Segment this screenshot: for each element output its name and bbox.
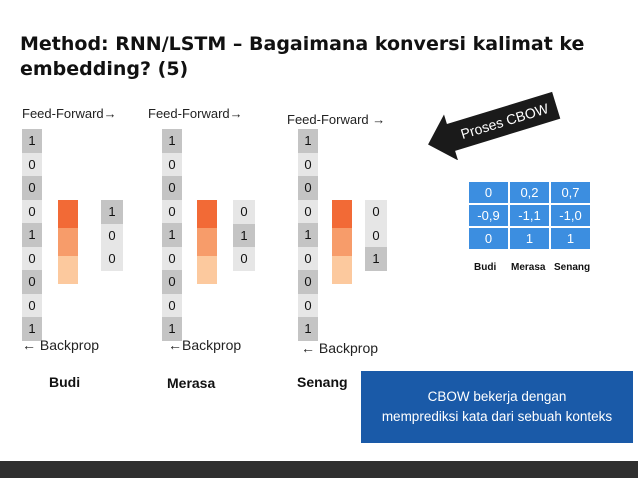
input-cell: 0 <box>22 247 42 271</box>
output-cell: 1 <box>101 200 123 224</box>
input-cell: 1 <box>162 129 182 153</box>
word-label-budi: Budi <box>49 374 81 390</box>
input-cell: 1 <box>298 223 318 247</box>
embedding-cell: 1 <box>510 228 549 249</box>
backprop-label-2: ←Backprop <box>168 337 242 353</box>
input-cell: 0 <box>298 294 318 318</box>
footer-bar <box>0 461 638 478</box>
input-cell: 0 <box>298 247 318 271</box>
embedding-cell: -1,0 <box>551 205 590 226</box>
output-cell: 0 <box>233 247 255 271</box>
output-cell: 0 <box>365 200 387 224</box>
input-cell: 0 <box>22 270 42 294</box>
input-cell: 0 <box>162 153 182 177</box>
hidden-layer-budi <box>58 200 78 284</box>
embedding-cell: -0,9 <box>469 205 508 226</box>
input-cell: 0 <box>162 200 182 224</box>
hidden-unit <box>197 256 217 284</box>
embedding-label-senang: Senang <box>554 262 591 273</box>
word-label-senang: Senang <box>297 374 348 390</box>
output-vector-budi <box>101 200 123 271</box>
embedding-cell: 1 <box>551 228 590 249</box>
backprop-label-3: ← Backprop <box>301 340 379 356</box>
embedding-cell: 0 <box>469 182 508 203</box>
embedding-cell: -1,1 <box>510 205 549 226</box>
hidden-unit <box>332 228 352 256</box>
hidden-unit <box>58 200 78 228</box>
cbow-arrow-icon <box>425 88 565 160</box>
input-cell: 0 <box>22 200 42 224</box>
input-cell: 1 <box>162 317 182 341</box>
output-vector-merasa <box>233 200 255 271</box>
output-cell: 0 <box>365 224 387 248</box>
output-cell: 0 <box>101 247 123 271</box>
hidden-layer-merasa <box>197 200 217 284</box>
word-label-merasa: Merasa <box>167 375 216 391</box>
cbow-info-line-2: memprediksi kata dari sebuah konteks <box>381 409 613 424</box>
cbow-arrow-label: Proses CBOW <box>458 100 551 143</box>
input-cell: 1 <box>298 129 318 153</box>
feed-forward-label-1: Feed-Forward→ <box>22 106 117 121</box>
input-cell: 0 <box>298 270 318 294</box>
input-cell: 1 <box>162 223 182 247</box>
slide-title: Method: RNN/LSTM – Bagaimana konversi kalimat ke embedding? (5) <box>20 33 585 80</box>
input-cell: 0 <box>22 294 42 318</box>
backprop-label-1: ← Backprop <box>22 337 100 353</box>
hidden-unit <box>197 200 217 228</box>
input-cell: 0 <box>22 153 42 177</box>
input-cell: 0 <box>298 153 318 177</box>
output-cell: 0 <box>101 224 123 248</box>
feed-forward-label-3: Feed-Forward → <box>287 112 386 127</box>
input-cell: 0 <box>298 176 318 200</box>
hidden-unit <box>58 256 78 284</box>
output-cell: 1 <box>365 247 387 271</box>
output-cell: 0 <box>233 200 255 224</box>
embedding-label-budi: Budi <box>474 262 497 273</box>
output-cell: 1 <box>233 224 255 248</box>
input-cell: 0 <box>162 294 182 318</box>
embedding-cell: 0 <box>469 228 508 249</box>
hidden-unit <box>197 228 217 256</box>
input-vector-senang <box>298 129 318 341</box>
input-cell: 1 <box>22 317 42 341</box>
input-cell: 0 <box>162 270 182 294</box>
embedding-matrix <box>467 180 592 251</box>
embedding-label-merasa: Merasa <box>511 262 546 273</box>
feed-forward-label-2: Feed-Forward→ <box>148 106 243 121</box>
input-cell: 0 <box>162 176 182 200</box>
cbow-info-box <box>361 371 633 443</box>
input-vector-merasa <box>162 129 182 341</box>
input-cell: 0 <box>22 176 42 200</box>
input-cell: 0 <box>162 247 182 271</box>
hidden-layer-senang <box>332 200 352 284</box>
hidden-unit <box>58 228 78 256</box>
cbow-info-line-1: CBOW bekerja dengan <box>427 389 567 404</box>
hidden-unit <box>332 256 352 284</box>
input-cell: 1 <box>22 129 42 153</box>
output-vector-senang <box>365 200 387 271</box>
input-cell: 0 <box>298 200 318 224</box>
input-vector-budi <box>22 129 42 341</box>
input-cell: 1 <box>298 317 318 341</box>
input-cell: 1 <box>22 223 42 247</box>
hidden-unit <box>332 200 352 228</box>
embedding-cell: 0,2 <box>510 182 549 203</box>
embedding-cell: 0,7 <box>551 182 590 203</box>
